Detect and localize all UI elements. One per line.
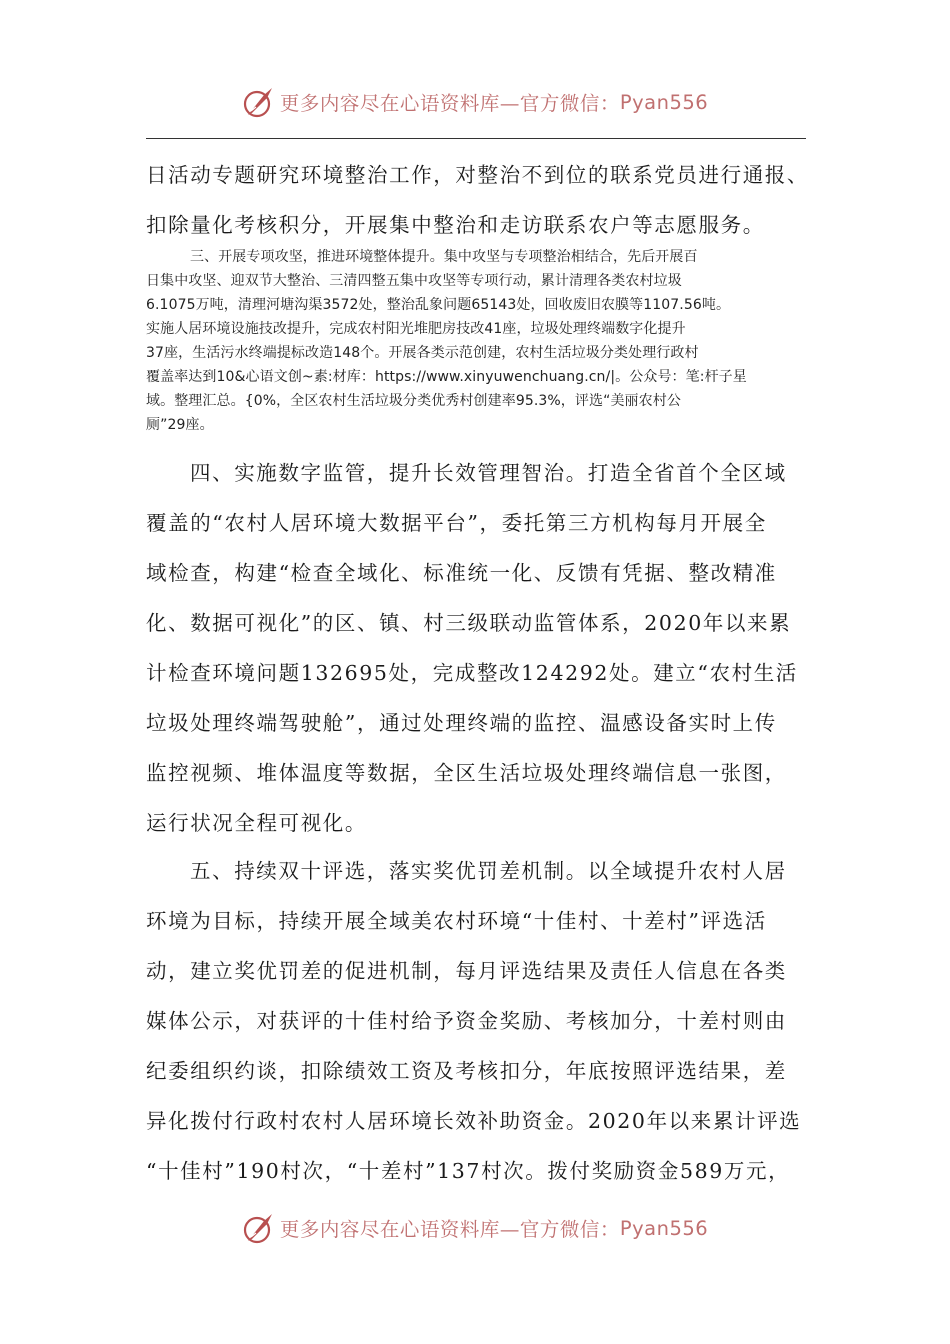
banner-wechat-id: Pyan556: [619, 90, 709, 114]
text-line: “十佳村”190村次，“十差村”137村次。拨付奖励资金589万元，: [146, 1159, 791, 1183]
text-line: 四、实施数字监管，提升长效管理智治。打造全省首个全区域: [190, 461, 787, 485]
banner-wechat-id: Pyan556: [619, 1216, 709, 1240]
text-line: 6.1075万吨，清理河塘沟渠3572处，整治乱象问题65143处，回收废旧农膜等1107.56吨。: [146, 297, 731, 313]
text-line: 厕”29座。: [146, 417, 214, 433]
text-line: 37座，生活污水终端提标改造148个。开展各类示范创建，农村生活垃圾分类处理行政村: [146, 345, 699, 361]
text-line: 日集中攻坚、迎双节大整治、三清四整五集中攻坚等专项行动，累计清理各类农村垃圾: [146, 273, 682, 289]
text-line: 域检查，构建“检查全域化、标准统一化、反馈有凭据、整改精准: [146, 561, 777, 585]
text-line: 五、持续双十评选，落实奖优罚差机制。以全域提升农村人居: [190, 859, 787, 883]
text-line: 化、数据可视化”的区、镇、村三级联动监管体系，2020年以来累: [146, 611, 792, 635]
text-line: 运行状况全程可视化。: [146, 811, 367, 835]
text-line: 实施人居环境设施技改提升，完成农村阳光堆肥房技改41座，垃圾处理终端数字化提升: [146, 321, 686, 337]
text-line: 环境为目标，持续开展全域美农村环境“十佳村、十差村”评选活: [146, 909, 767, 933]
footer-banner: [0, 1208, 950, 1248]
text-line: 覆盖率达到10&心语文创~素:材库：https://www.xinyuwenchuang.cn/|。公众号：笔:杆子星: [146, 369, 747, 385]
text-line: 垃圾处理终端驾驶舱”，通过处理终端的监控、温感设备实时上传: [146, 711, 777, 735]
text-line: 监控视频、堆体温度等数据，全区生活垃圾处理终端信息一张图，: [146, 761, 787, 785]
text-line: 覆盖的“农村人居环境大数据平台”，委托第三方机构每月开展全: [146, 511, 767, 535]
text-line: 纪委组织约谈，扣除绩效工资及考核扣分，年底按照评选结果，差: [146, 1059, 787, 1083]
text-line: 动，建立奖优罚差的促进机制，每月评选结果及责任人信息在各类: [146, 959, 787, 983]
text-line: 日活动专题研究环境整治工作，对整治不到位的联系党员进行通报、: [146, 163, 809, 187]
banner-text: 更多内容尽在心语资料库—官方微信：: [279, 1218, 620, 1241]
text-line: 异化拨付行政村农村人居环境长效补助资金。2020年以来累计评选: [146, 1109, 802, 1133]
text-line: 媒体公示，对获评的十佳村给予资金奖励、考核加分，十差村则由: [146, 1009, 787, 1033]
text-line: 三、开展专项攻坚，推进环境整体提升。集中攻坚与专项整治相结合，先后开展百: [190, 249, 698, 265]
header-divider: [146, 138, 806, 139]
text-line: 域。整理汇总。{0%，全区农村生活垃圾分类优秀村创建率95.3%，评选“美丽农村公: [146, 393, 681, 409]
quill-logo-icon: [242, 1211, 276, 1245]
header-banner: [0, 82, 950, 122]
quill-logo-icon: [242, 85, 276, 119]
text-line: 扣除量化考核积分，开展集中整治和走访联系农户等志愿服务。: [146, 213, 765, 237]
banner-text: 更多内容尽在心语资料库—官方微信：: [279, 92, 620, 115]
text-line: 计检查环境问题132695处，完成整改124292处。建立“农村生活: [146, 661, 798, 685]
